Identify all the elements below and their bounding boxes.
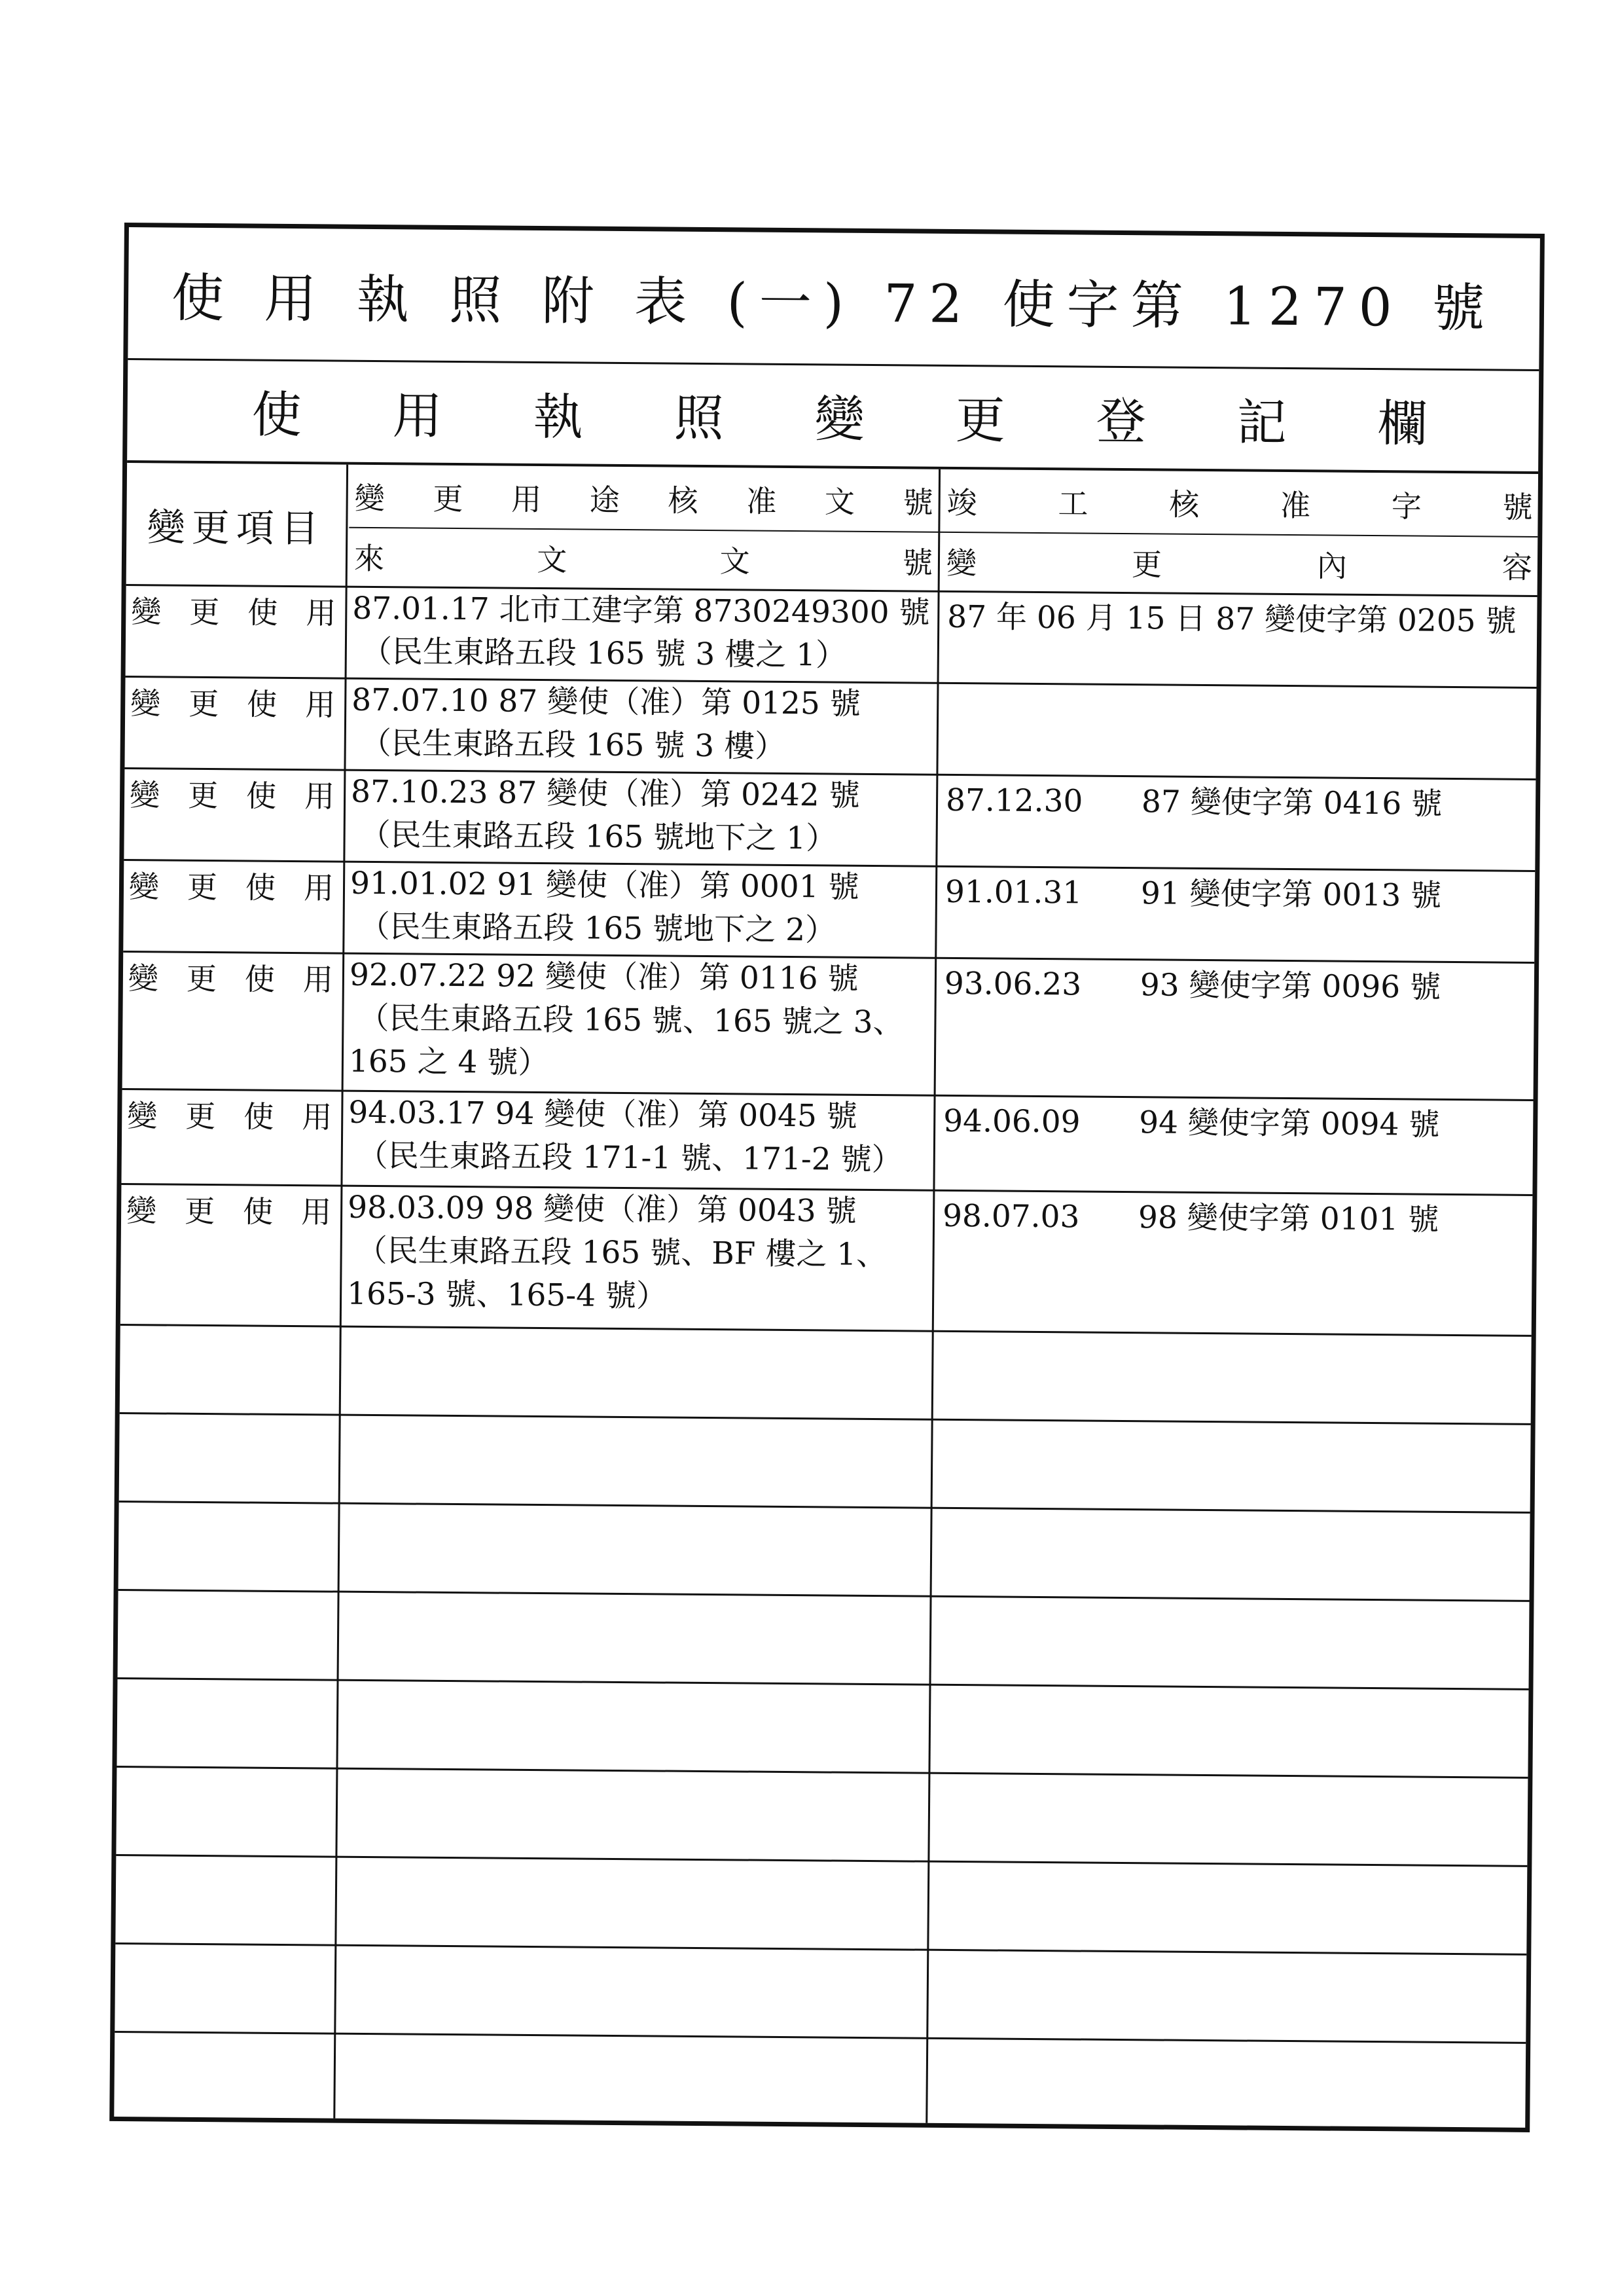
item-char: 用 — [300, 1194, 332, 1230]
subtitle-char: 執 — [533, 387, 584, 446]
row-item — [123, 951, 343, 1000]
row-doc — [346, 861, 935, 955]
row-doc — [347, 678, 937, 771]
row-doc — [348, 586, 938, 680]
row-item — [126, 584, 346, 633]
header-char: 准 — [1280, 487, 1311, 523]
header-approval-doc-no — [349, 465, 939, 532]
subtitle-char: 記 — [1236, 392, 1287, 452]
item-char: 用 — [302, 962, 334, 998]
doc-line: （民生東路五段 165 號、BF 樓之 1、 — [356, 1232, 888, 1273]
row-item — [122, 1088, 342, 1137]
subtitle-char: 變 — [814, 389, 865, 448]
doc-line: （民生東路五段 165 號 3 樓） — [360, 725, 786, 765]
item-char: 使 — [244, 961, 276, 997]
item-char: 變 — [130, 685, 161, 721]
item-char: 更 — [184, 1193, 215, 1230]
doc-line: 92.07.22 92 變使（准）第 0116 號 — [349, 957, 859, 997]
header-char: 工 — [1058, 485, 1088, 522]
header-char: 文 — [537, 541, 567, 578]
doc-line: 165-3 號、165-4 號） — [346, 1275, 668, 1315]
item-char: 變 — [131, 594, 162, 630]
doc-line: （民生東路五段 171-1 號、171-2 號） — [357, 1137, 903, 1178]
header-char: 來 — [353, 540, 385, 577]
empty-row-divider — [119, 1501, 1530, 1514]
item-char: 用 — [305, 687, 336, 723]
row-item — [121, 1183, 341, 1232]
item-char: 用 — [304, 778, 335, 814]
header-completion-no — [941, 469, 1538, 536]
empty-row-divider — [120, 1412, 1531, 1425]
item-char: 使 — [247, 594, 278, 630]
header-char: 文 — [719, 543, 750, 579]
item-char: 更 — [189, 594, 220, 630]
header-incoming-doc-no — [349, 527, 939, 591]
item-char: 使 — [245, 778, 277, 814]
item-char: 變 — [127, 1098, 158, 1134]
subtitle-char: 照 — [674, 388, 725, 447]
row-doc — [345, 953, 935, 1089]
row-completion: 87.12.30 87 變使字第 0416 號 — [945, 782, 1443, 822]
item-char: 更 — [187, 777, 219, 814]
header-char: 容 — [1501, 549, 1533, 585]
header-char: 竣 — [946, 484, 977, 520]
doc-line: 91.01.02 91 變使（准）第 0001 號 — [350, 865, 859, 905]
row-completion: 87 年 06 月 15 日 87 變使字第 0205 號 — [947, 598, 1517, 640]
header-char: 號 — [903, 484, 933, 520]
empty-row-divider — [115, 2031, 1526, 2044]
row-completion: 91.01.31 91 變使字第 0013 號 — [944, 873, 1442, 914]
header-char: 字 — [1391, 488, 1422, 524]
item-char: 更 — [189, 685, 219, 722]
header-char: 內 — [1316, 548, 1348, 584]
item-char: 變 — [126, 1193, 157, 1229]
row-divider — [120, 1324, 1532, 1337]
header-char: 核 — [668, 483, 698, 519]
empty-row-divider — [118, 1677, 1529, 1690]
header-char: 核 — [1169, 486, 1200, 522]
item-char: 變 — [129, 777, 160, 813]
doc-line: 87.10.23 87 變使（准）第 0242 號 — [350, 773, 860, 814]
doc-line: （民生東路五段 165 號地下之 1） — [359, 816, 837, 857]
item-char: 使 — [243, 1099, 274, 1135]
doc-line: 94.03.17 94 變使（准）第 0045 號 — [348, 1094, 858, 1135]
item-char: 使 — [247, 686, 278, 722]
doc-line: 87.07.10 87 變使（准）第 0125 號 — [351, 682, 861, 722]
row-item — [124, 767, 344, 816]
subtitle-char: 用 — [392, 386, 443, 445]
header-char: 文 — [824, 483, 855, 520]
header-char: 途 — [589, 482, 620, 518]
form-title: 使 用 執 照 附 表 (一) 72 使字第 1270 號 — [128, 227, 1540, 371]
subtitle-char: 登 — [1096, 392, 1147, 450]
item-char: 更 — [186, 960, 217, 997]
subtitle-char: 更 — [955, 390, 1006, 450]
register-form — [109, 223, 1545, 2132]
doc-line: （民生東路五段 165 號 3 樓之 1） — [361, 633, 847, 674]
row-item — [124, 859, 344, 908]
row-completion: 94.06.09 94 變使字第 0094 號 — [943, 1102, 1440, 1143]
header-char: 變 — [354, 480, 385, 516]
header-char: 用 — [511, 481, 542, 517]
header-change-content — [941, 532, 1538, 595]
subtitle-char: 欄 — [1377, 393, 1428, 453]
empty-row-divider — [116, 1854, 1527, 1867]
item-char: 使 — [245, 869, 276, 905]
row-doc — [343, 1185, 933, 1322]
header-change-item: 變更項目 — [147, 504, 326, 551]
doc-line: （民生東路五段 165 號、165 號之 3、 — [358, 1000, 904, 1041]
doc-line: 165 之 4 號） — [348, 1043, 549, 1082]
register-table — [114, 463, 1538, 2128]
row-completion: 98.07.03 98 變使字第 0101 號 — [942, 1197, 1439, 1238]
item-char: 用 — [306, 595, 336, 631]
header-char: 號 — [1502, 489, 1533, 525]
empty-row-divider — [117, 1766, 1528, 1779]
item-char: 用 — [302, 1099, 333, 1135]
header-char: 更 — [433, 481, 463, 517]
header-char: 准 — [746, 483, 777, 519]
row-completion — [940, 682, 1536, 697]
doc-line: 87.01.17 北市工建字第 8730249300 號 — [352, 590, 930, 631]
row-completion: 93.06.23 93 變使字第 0096 號 — [944, 965, 1441, 1006]
item-char: 變 — [128, 960, 159, 996]
header-char: 更 — [1131, 547, 1162, 583]
subtitle-char: 使 — [251, 385, 302, 444]
item-char: 使 — [242, 1194, 274, 1230]
header-char: 號 — [902, 545, 933, 581]
row-doc — [344, 1090, 934, 1184]
form-subtitle — [127, 358, 1539, 474]
doc-line: 98.03.09 98 變使（准）第 0043 號 — [347, 1189, 857, 1230]
row-item — [125, 676, 345, 725]
row-doc — [346, 769, 936, 863]
doc-line: （民生東路五段 165 號地下之 2） — [359, 908, 836, 949]
header-char: 變 — [946, 545, 977, 581]
item-char: 更 — [187, 869, 218, 905]
item-char: 更 — [185, 1098, 216, 1135]
empty-row-divider — [115, 1942, 1526, 1956]
empty-row-divider — [118, 1589, 1530, 1602]
item-char: 變 — [128, 869, 160, 905]
item-char: 用 — [303, 870, 334, 906]
